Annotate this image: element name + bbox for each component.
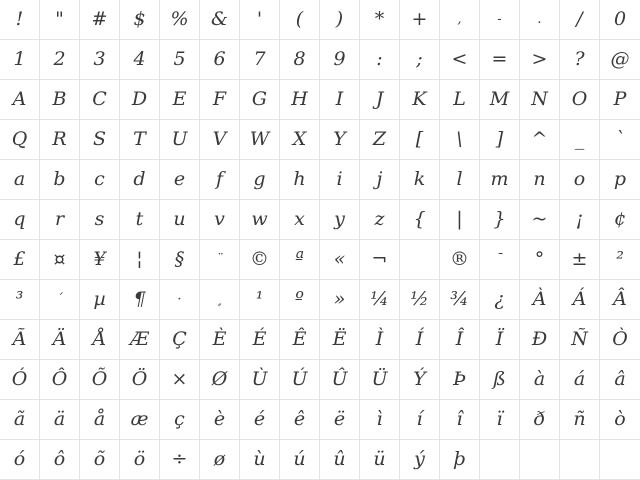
glyph-cell[interactable]: L	[440, 80, 480, 120]
glyph-cell[interactable]: 7	[240, 40, 280, 80]
glyph-cell[interactable]: b	[40, 160, 80, 200]
glyph-cell[interactable]: ½	[400, 280, 440, 320]
glyph-cell[interactable]: W	[240, 120, 280, 160]
glyph-cell[interactable]: d	[120, 160, 160, 200]
glyph-cell[interactable]: ÷	[160, 440, 200, 480]
glyph-cell[interactable]: M	[480, 80, 520, 120]
glyph-cell[interactable]: ü	[360, 440, 400, 480]
glyph-cell[interactable]: «	[320, 240, 360, 280]
glyph-cell[interactable]: r	[40, 200, 80, 240]
glyph-cell[interactable]: S	[80, 120, 120, 160]
glyph-cell[interactable]: P	[600, 80, 640, 120]
glyph-cell[interactable]: è	[200, 400, 240, 440]
glyph-cell[interactable]: ;	[400, 40, 440, 80]
glyph-cell[interactable]: X	[280, 120, 320, 160]
glyph-cell[interactable]: À	[520, 280, 560, 320]
glyph-cell[interactable]: Ú	[280, 360, 320, 400]
glyph-cell[interactable]: U	[160, 120, 200, 160]
glyph-cell[interactable]: ð	[520, 400, 560, 440]
glyph-cell[interactable]: g	[240, 160, 280, 200]
glyph-cell[interactable]: ã	[0, 400, 40, 440]
glyph-cell[interactable]: ~	[520, 200, 560, 240]
glyph-cell[interactable]: {	[400, 200, 440, 240]
glyph-cell[interactable]: é	[240, 400, 280, 440]
glyph-cell[interactable]: Y	[320, 120, 360, 160]
glyph-cell[interactable]: â	[600, 360, 640, 400]
glyph-cell[interactable]: ,	[440, 0, 480, 40]
glyph-cell[interactable]: I	[320, 80, 360, 120]
glyph-cell-empty	[600, 440, 640, 480]
glyph-cell[interactable]: ç	[160, 400, 200, 440]
glyph-cell[interactable]: Ê	[280, 320, 320, 360]
glyph-cell[interactable]: ö	[120, 440, 160, 480]
glyph-cell[interactable]: ¥	[80, 240, 120, 280]
glyph-cell[interactable]: F	[200, 80, 240, 120]
glyph-cell[interactable]: °	[520, 240, 560, 280]
glyph-cell[interactable]: ä	[40, 400, 80, 440]
glyph-cell[interactable]: ¤	[40, 240, 80, 280]
glyph-cell[interactable]: Õ	[80, 360, 120, 400]
glyph-cell[interactable]: µ	[80, 280, 120, 320]
glyph-cell[interactable]: &	[200, 0, 240, 40]
glyph-cell[interactable]: 2	[40, 40, 80, 80]
glyph-cell[interactable]: Å	[80, 320, 120, 360]
glyph-cell[interactable]: È	[200, 320, 240, 360]
glyph-cell[interactable]: £	[0, 240, 40, 280]
glyph-cell[interactable]: 8	[280, 40, 320, 80]
glyph-cell[interactable]: ï	[480, 400, 520, 440]
glyph-cell[interactable]: ò	[600, 400, 640, 440]
glyph-cell[interactable]: t	[120, 200, 160, 240]
glyph-cell[interactable]: V	[200, 120, 240, 160]
glyph-cell[interactable]: *	[360, 0, 400, 40]
glyph-cell[interactable]: :	[360, 40, 400, 80]
glyph-cell[interactable]: Á	[560, 280, 600, 320]
glyph-cell[interactable]: @	[600, 40, 640, 80]
glyph-cell[interactable]: D	[120, 80, 160, 120]
glyph-cell[interactable]: Ü	[360, 360, 400, 400]
glyph-cell[interactable]: ¦	[120, 240, 160, 280]
glyph-cell[interactable]: x	[280, 200, 320, 240]
glyph-cell[interactable]: ý	[400, 440, 440, 480]
glyph-cell[interactable]: 1	[0, 40, 40, 80]
glyph-cell[interactable]: .	[520, 0, 560, 40]
glyph-cell[interactable]: K	[400, 80, 440, 120]
glyph-cell[interactable]: Þ	[440, 360, 480, 400]
glyph-cell[interactable]: 6	[200, 40, 240, 80]
glyph-cell[interactable]: 4	[120, 40, 160, 80]
glyph-cell[interactable]: Ò	[600, 320, 640, 360]
glyph-cell[interactable]: T	[120, 120, 160, 160]
glyph-cell[interactable]: õ	[80, 440, 120, 480]
glyph-cell[interactable]: /	[560, 0, 600, 40]
glyph-cell[interactable]: §	[160, 240, 200, 280]
glyph-cell[interactable]: ª	[280, 240, 320, 280]
glyph-cell[interactable]: u	[160, 200, 200, 240]
glyph-cell[interactable]: Í	[400, 320, 440, 360]
glyph-cell[interactable]: Z	[360, 120, 400, 160]
glyph-cell-empty	[560, 440, 600, 480]
glyph-cell[interactable]: ñ	[560, 400, 600, 440]
glyph-cell[interactable]: ³	[0, 280, 40, 320]
glyph-cell[interactable]: s	[80, 200, 120, 240]
glyph-cell[interactable]: Ó	[0, 360, 40, 400]
glyph-cell[interactable]: c	[80, 160, 120, 200]
glyph-cell-empty	[520, 440, 560, 480]
glyph-cell[interactable]: ¯	[480, 240, 520, 280]
glyph-cell[interactable]: É	[240, 320, 280, 360]
glyph-cell[interactable]: ì	[360, 400, 400, 440]
glyph-cell[interactable]: |	[440, 200, 480, 240]
glyph-cell[interactable]: ú	[280, 440, 320, 480]
glyph-cell[interactable]: '	[240, 0, 280, 40]
glyph-cell[interactable]: !	[0, 0, 40, 40]
glyph-cell[interactable]: \	[440, 120, 480, 160]
glyph-cell[interactable]: í	[400, 400, 440, 440]
glyph-cell[interactable]: Ì	[360, 320, 400, 360]
glyph-cell[interactable]: a	[0, 160, 40, 200]
glyph-cell[interactable]: ?	[560, 40, 600, 80]
glyph-cell[interactable]: q	[0, 200, 40, 240]
glyph-cell[interactable]: Ñ	[560, 320, 600, 360]
glyph-cell[interactable]: >	[520, 40, 560, 80]
glyph-cell[interactable]: ù	[240, 440, 280, 480]
glyph-cell[interactable]: A	[0, 80, 40, 120]
glyph-cell[interactable]: Î	[440, 320, 480, 360]
glyph-cell[interactable]: v	[200, 200, 240, 240]
glyph-cell[interactable]: -	[480, 0, 520, 40]
glyph-cell[interactable]: ´	[40, 280, 80, 320]
glyph-cell[interactable]: E	[160, 80, 200, 120]
glyph-cell[interactable]: Ï	[480, 320, 520, 360]
glyph-cell[interactable]: H	[280, 80, 320, 120]
glyph-cell[interactable]: æ	[120, 400, 160, 440]
glyph-cell[interactable]	[400, 240, 440, 280]
glyph-cell[interactable]: ê	[280, 400, 320, 440]
glyph-cell[interactable]: #	[80, 0, 120, 40]
glyph-cell[interactable]: û	[320, 440, 360, 480]
glyph-cell[interactable]: n	[520, 160, 560, 200]
glyph-cell[interactable]: Û	[320, 360, 360, 400]
glyph-cell[interactable]: %	[160, 0, 200, 40]
glyph-cell[interactable]: ²	[600, 240, 640, 280]
glyph-cell[interactable]: à	[520, 360, 560, 400]
glyph-cell[interactable]: »	[320, 280, 360, 320]
glyph-cell[interactable]: º	[280, 280, 320, 320]
glyph-cell[interactable]: N	[520, 80, 560, 120]
glyph-cell[interactable]: 3	[80, 40, 120, 80]
glyph-cell[interactable]: J	[360, 80, 400, 120]
glyph-cell[interactable]: Ö	[120, 360, 160, 400]
glyph-cell[interactable]: i	[320, 160, 360, 200]
glyph-cell[interactable]: Q	[0, 120, 40, 160]
glyph-cell[interactable]: =	[480, 40, 520, 80]
glyph-cell[interactable]: þ	[440, 440, 480, 480]
glyph-cell[interactable]: Ý	[400, 360, 440, 400]
glyph-cell[interactable]: w	[240, 200, 280, 240]
glyph-cell[interactable]: ·	[160, 280, 200, 320]
glyph-cell[interactable]: `	[600, 120, 640, 160]
glyph-cell[interactable]: h	[280, 160, 320, 200]
glyph-cell[interactable]: $	[120, 0, 160, 40]
glyph-cell[interactable]: î	[440, 400, 480, 440]
glyph-cell[interactable]: ¡	[560, 200, 600, 240]
glyph-cell[interactable]: Â	[600, 280, 640, 320]
glyph-cell[interactable]: Æ	[120, 320, 160, 360]
glyph-cell[interactable]: ó	[0, 440, 40, 480]
glyph-cell[interactable]: Ç	[160, 320, 200, 360]
glyph-cell[interactable]: ®	[440, 240, 480, 280]
glyph-cell[interactable]: ]	[480, 120, 520, 160]
glyph-cell[interactable]: ^	[520, 120, 560, 160]
glyph-cell[interactable]: j	[360, 160, 400, 200]
glyph-cell[interactable]: 0	[600, 0, 640, 40]
glyph-cell[interactable]: ß	[480, 360, 520, 400]
glyph-cell[interactable]: }	[480, 200, 520, 240]
glyph-cell[interactable]: ¶	[120, 280, 160, 320]
glyph-cell[interactable]: z	[360, 200, 400, 240]
glyph-cell[interactable]: O	[560, 80, 600, 120]
glyph-cell[interactable]: (	[280, 0, 320, 40]
glyph-cell[interactable]: <	[440, 40, 480, 80]
glyph-cell[interactable]: p	[600, 160, 640, 200]
glyph-cell[interactable]: )	[320, 0, 360, 40]
glyph-cell[interactable]: Ð	[520, 320, 560, 360]
glyph-cell[interactable]: ¨	[200, 240, 240, 280]
glyph-cell[interactable]: ô	[40, 440, 80, 480]
glyph-cell-empty	[480, 440, 520, 480]
glyph-cell[interactable]: ×	[160, 360, 200, 400]
glyph-cell[interactable]: y	[320, 200, 360, 240]
glyph-cell[interactable]: ø	[200, 440, 240, 480]
glyph-cell[interactable]: o	[560, 160, 600, 200]
glyph-cell[interactable]: R	[40, 120, 80, 160]
glyph-cell[interactable]: ©	[240, 240, 280, 280]
glyph-cell[interactable]: ¸	[200, 280, 240, 320]
glyph-cell[interactable]: 9	[320, 40, 360, 80]
glyph-cell[interactable]: Ø	[200, 360, 240, 400]
glyph-cell[interactable]: Ã	[0, 320, 40, 360]
glyph-cell[interactable]: f	[200, 160, 240, 200]
glyph-cell[interactable]: ¿	[480, 280, 520, 320]
glyph-cell[interactable]: ¹	[240, 280, 280, 320]
glyph-cell[interactable]: e	[160, 160, 200, 200]
glyph-cell[interactable]: B	[40, 80, 80, 120]
glyph-cell[interactable]: å	[80, 400, 120, 440]
glyph-cell[interactable]: ¼	[360, 280, 400, 320]
glyph-cell[interactable]: ¾	[440, 280, 480, 320]
glyph-cell[interactable]: Ä	[40, 320, 80, 360]
glyph-cell[interactable]: Ë	[320, 320, 360, 360]
glyph-cell[interactable]: "	[40, 0, 80, 40]
glyph-cell[interactable]: ¬	[360, 240, 400, 280]
glyph-cell[interactable]: G	[240, 80, 280, 120]
glyph-cell[interactable]: ë	[320, 400, 360, 440]
glyph-cell[interactable]: ±	[560, 240, 600, 280]
glyph-cell[interactable]: Ô	[40, 360, 80, 400]
glyph-cell[interactable]: ¢	[600, 200, 640, 240]
glyph-cell[interactable]: m	[480, 160, 520, 200]
glyph-cell[interactable]: C	[80, 80, 120, 120]
glyph-cell[interactable]: 5	[160, 40, 200, 80]
glyph-cell[interactable]: Ù	[240, 360, 280, 400]
glyph-cell[interactable]: _	[560, 120, 600, 160]
glyph-cell[interactable]: [	[400, 120, 440, 160]
glyph-cell[interactable]: +	[400, 0, 440, 40]
glyph-cell[interactable]: k	[400, 160, 440, 200]
glyph-cell[interactable]: á	[560, 360, 600, 400]
glyph-cell[interactable]: l	[440, 160, 480, 200]
